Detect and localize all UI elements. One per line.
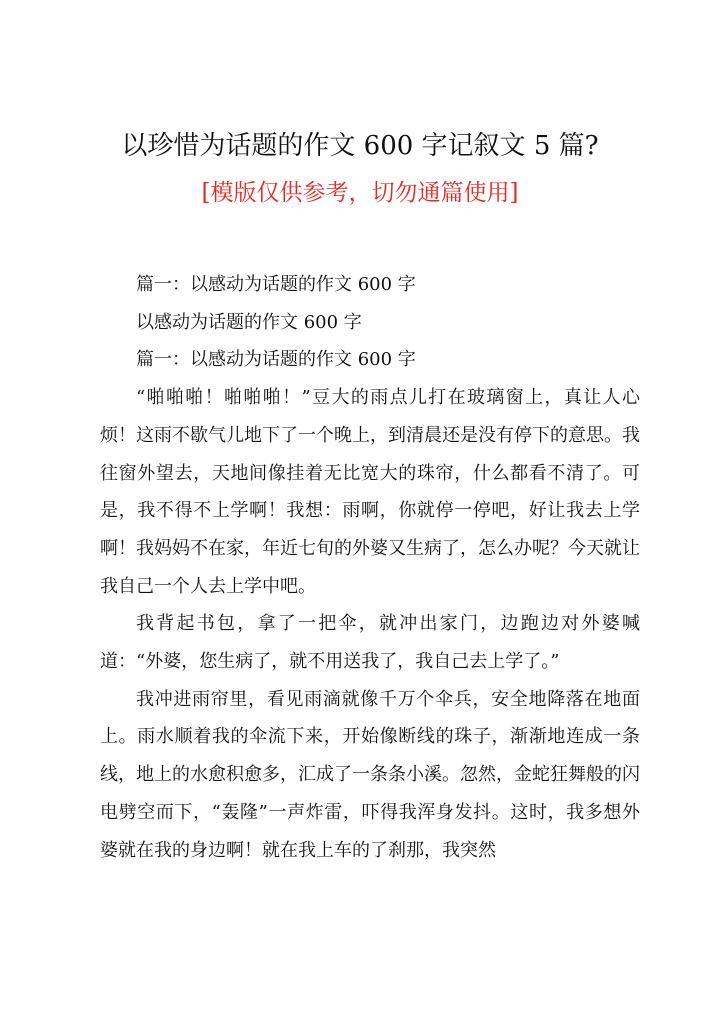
paragraph-heading-2: 以感动为话题的作文 600 字 [136, 311, 362, 333]
document-subtitle: [模版仅供参考，切勿通篇使用] [201, 180, 519, 206]
paragraph-1: “啪啪啪！啪啪啪！”豆大的雨点儿打在玻璃窗上，真让人心烦！这雨不歇气儿地下了一个晚上，到清晨还是没有停下的意思。我往窗外望去，天地间像挂着无比宽大的珠帘，什么都看不清了。可是，我不得不上学啊！我想：雨啊，你就停一停吧，好让我去上学啊！我妈妈不在家，年近七旬的外婆又生病了，怎么办呢？今天就让我自己一个人去上学中吧。 [100, 387, 640, 597]
paragraph-heading-3: 篇一：以感动为话题的作文 600 字 [136, 349, 416, 371]
document-title: 以珍惜为话题的作文 600 字记叙文 5 篇? [121, 131, 599, 161]
document-body [100, 266, 640, 869]
paragraph-2: 我背起书包，拿了一把伞，就冲出家门，边跑边对外婆喊道：“外婆，您生病了，就不用送我了，我自己去上学了。” [100, 613, 640, 673]
paragraph-3: 我冲进雨帘里，看见雨滴就像千万个伞兵，安全地降落在地面上。雨水顺着我的伞流下来，开始像断线的珠子，渐渐地连成一条线，地上的水愈积愈多，汇成了一条条小溪。忽然，金蛇狂舞般的闪电劈空而下，“轰隆”一声炸雷，吓得我浑身发抖。这时，我多想外婆就在我的身边啊！就在我上车的了刹那，我突然 [100, 688, 640, 861]
paragraph-heading-1: 篇一：以感动为话题的作文 600 字 [136, 274, 416, 295]
